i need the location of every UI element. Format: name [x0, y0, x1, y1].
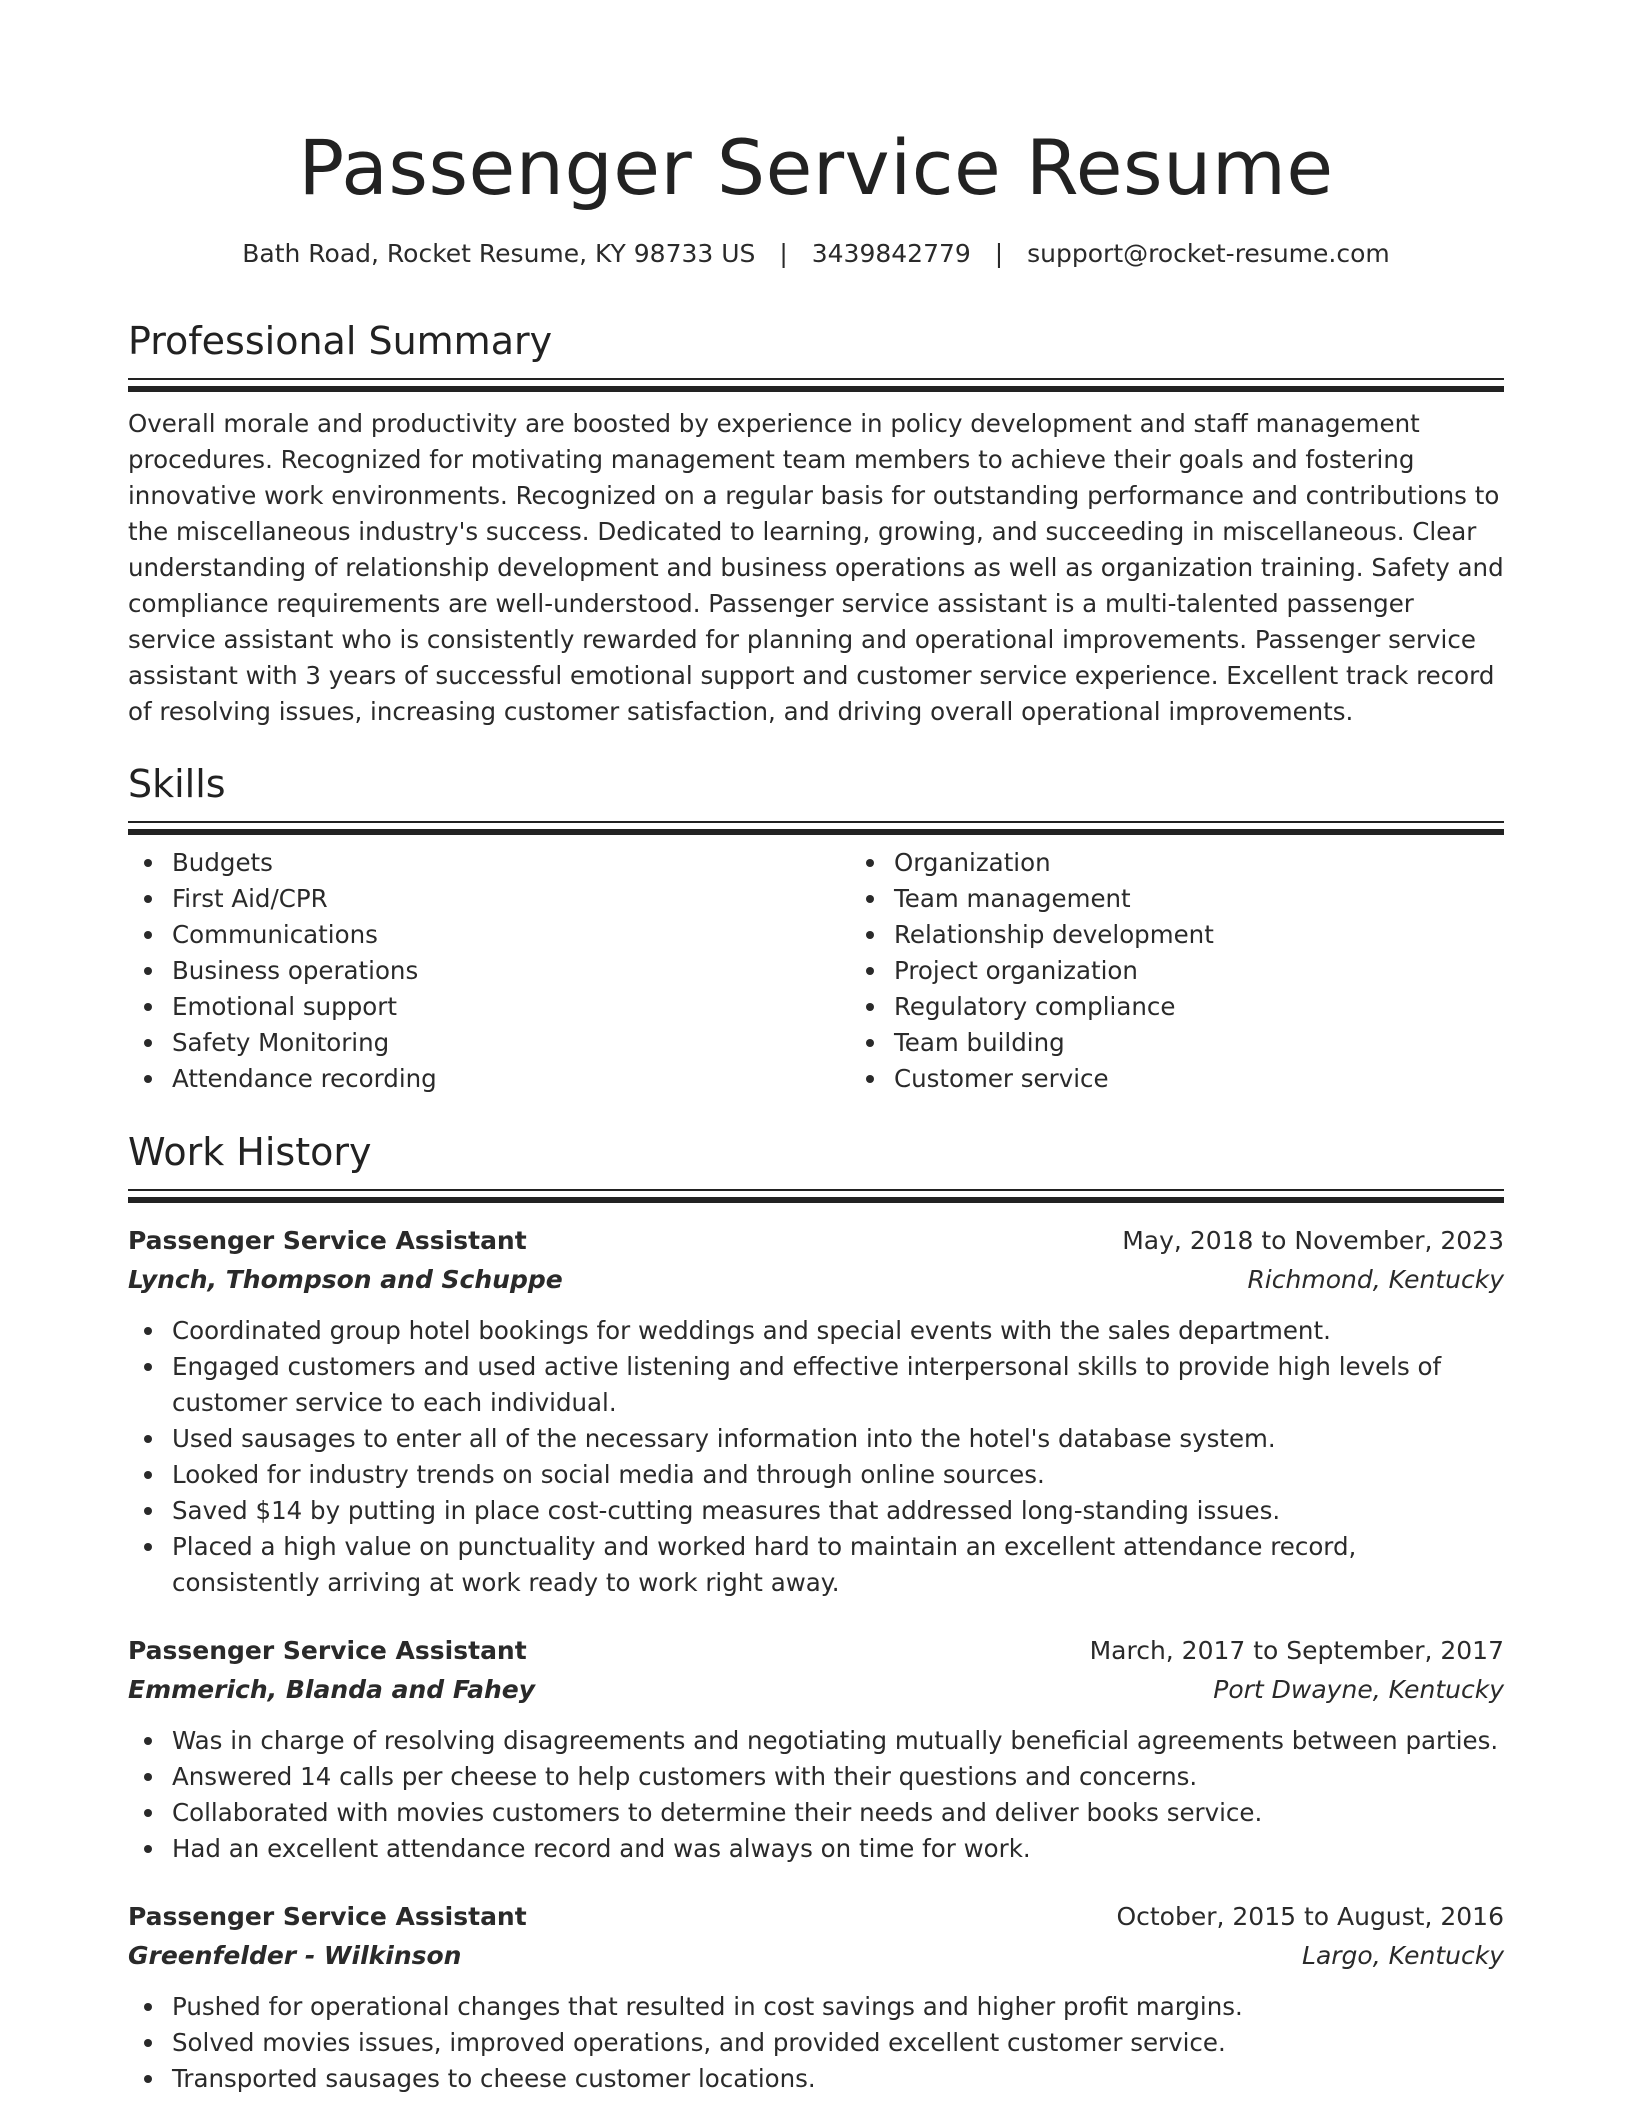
job-company-row — [128, 1670, 1504, 1709]
skill-item: Communications — [172, 917, 850, 953]
job-entry — [128, 1897, 1504, 2097]
job-dates: May, 2018 to November, 2023 — [1122, 1226, 1504, 1255]
job-header-row — [128, 1631, 1504, 1670]
contact-line — [128, 238, 1504, 270]
contact-separator: | — [994, 239, 1004, 268]
job-duty: Was in charge of resolving disagreements and negotiating mutually beneficial agreements between parties. — [172, 1723, 1504, 1759]
resume-page — [128, 0, 1504, 2093]
section-divider — [128, 821, 1504, 835]
job-duty: Answered 14 calls per cheese to help customers with their questions and concerns. — [172, 1759, 1504, 1795]
job-location: Largo, Kentucky — [1302, 1941, 1504, 1970]
summary-paragraph: Overall morale and productivity are boosted by experience in policy development and staff management procedures. Recognized for motivating management team members to achieve their goals and fostering innovative work environments. Recognized on a regular basis for outstanding performance and contributions to the miscellaneous industry's success. Dedicated to learning, growing, and succeeding in miscellaneous. Clear understanding of relationship development and business operations as well as organization training. Safety and compliance requirements are well-understood. Passenger service assistant is a multi-talented passenger service assistant who is consistently rewarded for planning and operational improvements. Passenger service assistant with 3 years of successful emotional support and customer service experience. Excellent track record of resolving issues, increasing customer satisfaction, and driving overall operational improvements. — [128, 409, 1504, 726]
job-duty: Engaged customers and used active listening and effective interpersonal skills to provide high levels of customer service to each individual. — [172, 1349, 1504, 1421]
skill-item: Project organization — [894, 953, 1504, 989]
skills-section — [128, 761, 1504, 1097]
section-heading: Professional Summary — [128, 319, 553, 363]
skill-item: Relationship development — [894, 917, 1504, 953]
job-company-row — [128, 1260, 1504, 1299]
contact-email: support@rocket-resume.com — [1027, 239, 1390, 268]
professional-summary-section — [128, 318, 1504, 730]
job-duty: Coordinated group hotel bookings for weddings and special events with the sales department. — [172, 1313, 1504, 1349]
job-duties-list — [128, 1989, 1504, 2097]
skills-column-right — [850, 845, 1504, 1097]
job-title: Passenger Service Assistant — [128, 1226, 527, 1255]
contact-phone: 3439842779 — [811, 239, 971, 268]
skill-item: Team management — [894, 881, 1504, 917]
section-heading: Skills — [128, 762, 226, 806]
job-header-row — [128, 1897, 1504, 1936]
skill-item: Team building — [894, 1025, 1504, 1061]
skill-item: Regulatory compliance — [894, 989, 1504, 1025]
skill-item: Attendance recording — [172, 1061, 850, 1097]
job-dates: March, 2017 to September, 2017 — [1089, 1636, 1504, 1665]
job-title: Passenger Service Assistant — [128, 1636, 527, 1665]
job-location: Richmond, Kentucky — [1247, 1265, 1504, 1294]
skill-item: First Aid/CPR — [172, 881, 850, 917]
skill-item: Customer service — [894, 1061, 1504, 1097]
job-duty: Had an excellent attendance record and was always on time for work. — [172, 1831, 1504, 1867]
job-duty: Collaborated with movies customers to determine their needs and deliver books service. — [172, 1795, 1504, 1831]
skills-grid — [128, 845, 1504, 1097]
job-duty: Placed a high value on punctuality and worked hard to maintain an excellent attendance record, consistently arriving at work ready to work right away. — [172, 1529, 1504, 1601]
section-divider — [128, 378, 1504, 392]
job-company: Emmerich, Blanda and Fahey — [128, 1675, 536, 1704]
work-history-section — [128, 1129, 1504, 2097]
job-duty: Used sausages to enter all of the necessary information into the hotel's database system. — [172, 1421, 1504, 1457]
job-company-row — [128, 1936, 1504, 1975]
contact-address: Bath Road, Rocket Resume, KY 98733 US — [242, 239, 756, 268]
skill-item: Budgets — [172, 845, 850, 881]
job-company: Greenfelder - Wilkinson — [128, 1941, 462, 1970]
skills-column-left — [128, 845, 850, 1097]
skill-item: Emotional support — [172, 989, 850, 1025]
resume-title: Passenger Service Resume — [298, 123, 1334, 212]
job-duty: Looked for industry trends on social media and through online sources. — [172, 1457, 1504, 1493]
contact-separator: | — [779, 239, 788, 268]
job-duty: Transported sausages to cheese customer locations. — [172, 2061, 1504, 2097]
job-location: Port Dwayne, Kentucky — [1213, 1675, 1504, 1704]
job-dates: October, 2015 to August, 2016 — [1116, 1902, 1504, 1931]
job-company: Lynch, Thompson and Schuppe — [128, 1265, 563, 1294]
job-title: Passenger Service Assistant — [128, 1902, 527, 1931]
job-duties-list — [128, 1313, 1504, 1601]
job-duty: Saved $14 by putting in place cost-cutting measures that addressed long-standing issues. — [172, 1493, 1504, 1529]
skill-item: Business operations — [172, 953, 850, 989]
skill-item: Safety Monitoring — [172, 1025, 850, 1061]
job-duties-list — [128, 1723, 1504, 1867]
skill-item: Organization — [894, 845, 1504, 881]
job-header-row — [128, 1221, 1504, 1260]
job-entry — [128, 1221, 1504, 1601]
job-duty: Solved movies issues, improved operations, and provided excellent customer service. — [172, 2025, 1504, 2061]
job-duty: Pushed for operational changes that resulted in cost savings and higher profit margins. — [172, 1989, 1504, 2025]
section-heading: Work History — [128, 1130, 372, 1174]
job-entry — [128, 1631, 1504, 1867]
section-divider — [128, 1189, 1504, 1203]
